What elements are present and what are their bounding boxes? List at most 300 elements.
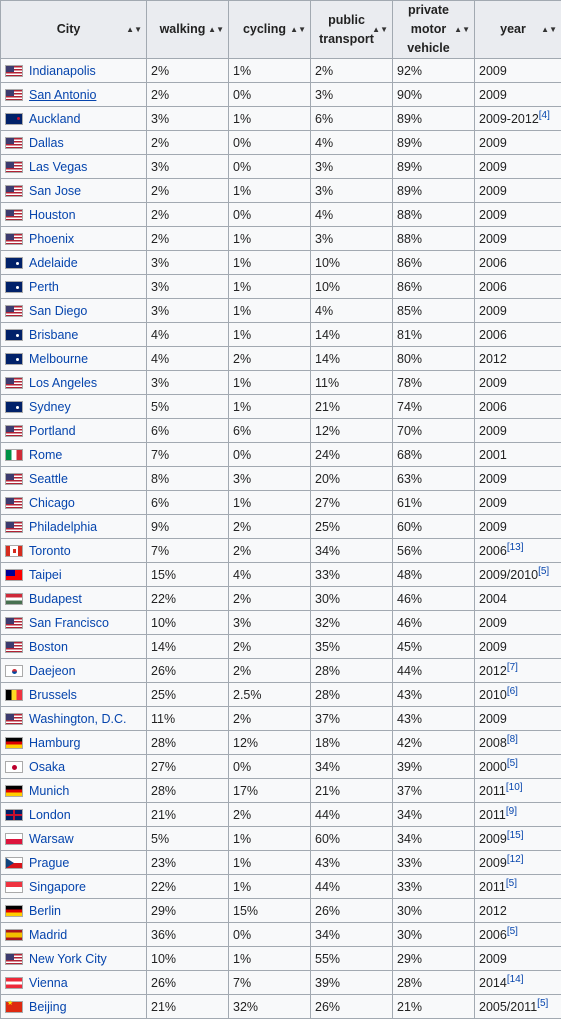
city-link[interactable]: Las Vegas — [29, 159, 88, 174]
walking-cell: 3% — [147, 299, 229, 323]
table-row — [1, 851, 561, 875]
year-cell — [475, 659, 561, 683]
pl-flag-icon — [5, 833, 23, 845]
sort-icon[interactable]: ▲▼ — [541, 24, 557, 34]
city-link[interactable]: Phoenix — [29, 231, 75, 246]
private-vehicle-cell: 92% — [393, 59, 475, 83]
walking-cell: 15% — [147, 563, 229, 587]
ca-flag-icon — [5, 545, 23, 557]
walking-cell: 25% — [147, 683, 229, 707]
us-flag-icon — [5, 641, 23, 653]
city-link[interactable]: Adelaide — [29, 255, 78, 270]
year-cell — [475, 851, 561, 875]
citation-link[interactable]: [9] — [505, 805, 518, 817]
public-transport-cell: 37% — [311, 707, 393, 731]
cycling-cell: 3% — [229, 467, 311, 491]
cycling-cell: 2% — [229, 347, 311, 371]
col-header-year[interactable] — [475, 1, 561, 59]
cycling-cell: 2% — [229, 539, 311, 563]
year-value: 2009 — [479, 495, 507, 510]
city-link[interactable]: Osaka — [29, 759, 66, 774]
cycling-cell: 1% — [229, 179, 311, 203]
year-cell — [475, 635, 561, 659]
public-transport-cell: 30% — [311, 587, 393, 611]
table-row — [1, 683, 561, 707]
public-transport-cell: 60% — [311, 827, 393, 851]
city-cell — [1, 731, 147, 755]
city-cell — [1, 851, 147, 875]
table-row — [1, 587, 561, 611]
year-value: 2009 — [479, 87, 507, 102]
private-vehicle-cell: 56% — [393, 539, 475, 563]
cycling-cell: 32% — [229, 995, 311, 1019]
year-cell — [475, 59, 561, 83]
cycling-cell: 1% — [229, 827, 311, 851]
public-transport-cell: 2% — [311, 59, 393, 83]
year-value: 2009-2012 — [479, 111, 539, 126]
table-row — [1, 371, 561, 395]
city-cell — [1, 491, 147, 515]
cycling-cell: 3% — [229, 611, 311, 635]
city-link[interactable]: London — [29, 807, 71, 822]
cycling-cell: 0% — [229, 443, 311, 467]
year-value: 2011 — [479, 807, 506, 822]
private-vehicle-cell: 63% — [393, 467, 475, 491]
year-value: 2009 — [479, 855, 507, 870]
sort-icon[interactable]: ▲▼ — [126, 24, 142, 34]
us-flag-icon — [5, 65, 23, 77]
private-vehicle-cell: 45% — [393, 635, 475, 659]
city-link[interactable]: Berlin — [29, 903, 61, 918]
table-row — [1, 203, 561, 227]
year-cell — [475, 563, 561, 587]
walking-cell: 10% — [147, 947, 229, 971]
city-link[interactable]: Brussels — [29, 687, 77, 702]
city-link[interactable]: New York City — [29, 951, 107, 966]
table-row — [1, 395, 561, 419]
sort-icon[interactable]: ▲▼ — [290, 24, 306, 34]
kr-flag-icon — [5, 665, 23, 677]
year-cell — [475, 587, 561, 611]
year-value: 2009 — [479, 615, 507, 630]
citation-link[interactable]: [6] — [506, 685, 518, 697]
city-link[interactable]: San Antonio — [29, 87, 97, 102]
year-cell — [475, 947, 561, 971]
city-link[interactable]: Indianapolis — [29, 63, 96, 78]
table-row — [1, 875, 561, 899]
col-header-city[interactable] — [1, 1, 147, 59]
year-cell — [475, 227, 561, 251]
walking-cell: 28% — [147, 779, 229, 803]
table-row — [1, 659, 561, 683]
city-cell — [1, 107, 147, 131]
walking-cell: 2% — [147, 227, 229, 251]
city-link[interactable]: Toronto — [29, 543, 71, 558]
citation-link[interactable]: [5] — [506, 925, 518, 937]
walking-cell: 3% — [147, 251, 229, 275]
public-transport-cell: 14% — [311, 347, 393, 371]
city-link[interactable]: Beijing — [29, 999, 67, 1014]
walking-cell: 23% — [147, 851, 229, 875]
year-cell — [475, 707, 561, 731]
year-value: 2009 — [479, 471, 507, 486]
col-header-walking[interactable] — [147, 1, 229, 59]
public-transport-cell: 55% — [311, 947, 393, 971]
year-cell — [475, 803, 561, 827]
cycling-cell: 17% — [229, 779, 311, 803]
sg-flag-icon — [5, 881, 23, 893]
city-cell — [1, 371, 147, 395]
cycling-cell: 1% — [229, 371, 311, 395]
walking-cell: 5% — [147, 395, 229, 419]
de-flag-icon — [5, 905, 23, 917]
city-link[interactable]: Taipei — [29, 567, 62, 582]
private-vehicle-cell: 86% — [393, 275, 475, 299]
private-vehicle-cell: 61% — [393, 491, 475, 515]
city-cell — [1, 755, 147, 779]
walking-cell: 11% — [147, 707, 229, 731]
au-flag-icon — [5, 281, 23, 293]
cycling-cell: 2% — [229, 659, 311, 683]
us-flag-icon — [5, 497, 23, 509]
at-flag-icon — [5, 977, 23, 989]
sort-icon[interactable]: ▲▼ — [372, 24, 388, 34]
cycling-cell: 2.5% — [229, 683, 311, 707]
au-flag-icon — [5, 353, 23, 365]
table-row — [1, 635, 561, 659]
city-cell — [1, 419, 147, 443]
year-cell — [475, 203, 561, 227]
city-link[interactable]: Melbourne — [29, 351, 89, 366]
private-vehicle-cell: 34% — [393, 827, 475, 851]
walking-cell: 21% — [147, 803, 229, 827]
city-cell — [1, 827, 147, 851]
header-row — [1, 1, 561, 59]
cycling-cell: 2% — [229, 587, 311, 611]
cycling-cell: 7% — [229, 971, 311, 995]
year-cell — [475, 443, 561, 467]
citation-link[interactable]: [4] — [538, 109, 550, 121]
citation-link[interactable]: [12] — [506, 853, 524, 865]
walking-cell: 22% — [147, 875, 229, 899]
private-vehicle-cell: 48% — [393, 563, 475, 587]
cycling-cell: 1% — [229, 851, 311, 875]
walking-cell: 4% — [147, 347, 229, 371]
us-flag-icon — [5, 473, 23, 485]
year-value: 2009 — [479, 639, 507, 654]
city-link[interactable]: Sydney — [29, 399, 71, 414]
us-flag-icon — [5, 305, 23, 317]
city-link[interactable]: San Diego — [29, 303, 88, 318]
public-transport-cell: 34% — [311, 923, 393, 947]
city-link[interactable]: Auckland — [29, 111, 81, 126]
citation-link[interactable]: [5] — [505, 877, 518, 889]
table-row — [1, 947, 561, 971]
de-flag-icon — [5, 785, 23, 797]
walking-cell: 4% — [147, 323, 229, 347]
col-header-label: City — [56, 22, 81, 36]
year-value: 2009 — [479, 711, 507, 726]
city-link[interactable]: Rome — [29, 447, 63, 462]
year-value: 2009 — [479, 951, 507, 966]
gb-flag-icon — [5, 809, 23, 821]
year-cell — [475, 755, 561, 779]
citation-link[interactable]: [14] — [506, 973, 524, 985]
cycling-cell: 0% — [229, 83, 311, 107]
city-link[interactable]: Los Angeles — [29, 375, 98, 390]
col-header-label: private motor vehicle — [407, 3, 450, 55]
private-vehicle-cell: 89% — [393, 131, 475, 155]
col-header-label: public transport — [319, 12, 374, 46]
cycling-cell: 12% — [229, 731, 311, 755]
walking-cell: 6% — [147, 419, 229, 443]
year-value: 2012 — [479, 351, 507, 366]
year-cell — [475, 371, 561, 395]
city-cell — [1, 179, 147, 203]
us-flag-icon — [5, 377, 23, 389]
year-cell — [475, 827, 561, 851]
citation-link[interactable]: [10] — [505, 781, 523, 793]
private-vehicle-cell: 81% — [393, 323, 475, 347]
city-link[interactable]: Chicago — [29, 495, 75, 510]
table-row — [1, 179, 561, 203]
walking-cell: 3% — [147, 155, 229, 179]
private-vehicle-cell: 44% — [393, 659, 475, 683]
private-vehicle-cell: 33% — [393, 875, 475, 899]
private-vehicle-cell: 46% — [393, 587, 475, 611]
private-vehicle-cell: 89% — [393, 179, 475, 203]
public-transport-cell: 10% — [311, 251, 393, 275]
col-header-label: walking — [159, 22, 206, 36]
table-row — [1, 611, 561, 635]
city-cell — [1, 947, 147, 971]
walking-cell: 14% — [147, 635, 229, 659]
private-vehicle-cell: 80% — [393, 347, 475, 371]
year-value: 2009 — [479, 519, 507, 534]
table-row — [1, 971, 561, 995]
year-value: 2000 — [479, 759, 507, 774]
city-link[interactable]: Brisbane — [29, 327, 79, 342]
walking-cell: 22% — [147, 587, 229, 611]
private-vehicle-cell: 85% — [393, 299, 475, 323]
year-cell — [475, 467, 561, 491]
public-transport-cell: 34% — [311, 755, 393, 779]
cycling-cell: 1% — [229, 227, 311, 251]
citation-link[interactable]: [5] — [538, 565, 550, 577]
city-link[interactable]: Budapest — [29, 591, 82, 606]
col-header-label: year — [500, 22, 526, 36]
table-row — [1, 299, 561, 323]
au-flag-icon — [5, 257, 23, 269]
cycling-cell: 1% — [229, 59, 311, 83]
year-cell — [475, 419, 561, 443]
table-row — [1, 131, 561, 155]
year-cell — [475, 395, 561, 419]
cycling-cell: 0% — [229, 755, 311, 779]
table-row — [1, 707, 561, 731]
table-row — [1, 347, 561, 371]
walking-cell: 27% — [147, 755, 229, 779]
public-transport-cell: 34% — [311, 539, 393, 563]
public-transport-cell: 44% — [311, 875, 393, 899]
year-cell — [475, 923, 561, 947]
city-link[interactable]: Perth — [29, 279, 59, 294]
walking-cell: 6% — [147, 491, 229, 515]
citation-link[interactable]: [15] — [506, 829, 524, 841]
city-link[interactable]: Prague — [29, 855, 70, 870]
walking-cell: 5% — [147, 827, 229, 851]
de-flag-icon — [5, 737, 23, 749]
table-row — [1, 731, 561, 755]
city-link[interactable]: Hamburg — [29, 735, 81, 750]
city-cell — [1, 155, 147, 179]
walking-cell: 3% — [147, 371, 229, 395]
private-vehicle-cell: 30% — [393, 899, 475, 923]
table-row — [1, 755, 561, 779]
private-vehicle-cell: 33% — [393, 851, 475, 875]
jp-flag-icon — [5, 761, 23, 773]
table-row — [1, 779, 561, 803]
year-value: 2009 — [479, 159, 507, 174]
cycling-cell: 2% — [229, 803, 311, 827]
it-flag-icon — [5, 449, 23, 461]
col-header-public-transport[interactable] — [311, 1, 393, 59]
year-value: 2009 — [479, 207, 507, 222]
walking-cell: 3% — [147, 107, 229, 131]
year-value: 2012 — [479, 903, 507, 918]
sort-icon[interactable]: ▲▼ — [454, 24, 470, 34]
city-cell — [1, 203, 147, 227]
city-cell — [1, 443, 147, 467]
cycling-cell: 6% — [229, 419, 311, 443]
citation-link[interactable]: [5] — [506, 757, 518, 769]
citation-link[interactable]: [7] — [506, 661, 518, 673]
year-cell — [475, 83, 561, 107]
table-row — [1, 83, 561, 107]
walking-cell: 7% — [147, 539, 229, 563]
cycling-cell: 1% — [229, 947, 311, 971]
year-cell — [475, 251, 561, 275]
public-transport-cell: 12% — [311, 419, 393, 443]
citation-link[interactable]: [5] — [537, 997, 549, 1009]
city-link[interactable]: Portland — [29, 423, 76, 438]
city-link[interactable]: San Jose — [29, 183, 82, 198]
city-link[interactable]: Seattle — [29, 471, 68, 486]
city-link[interactable]: San Francisco — [29, 615, 109, 630]
city-link[interactable]: Dallas — [29, 135, 64, 150]
year-value: 2006 — [479, 543, 507, 558]
city-link[interactable]: Munich — [29, 783, 70, 798]
city-link[interactable]: Daejeon — [29, 663, 76, 678]
public-transport-cell: 4% — [311, 203, 393, 227]
public-transport-cell: 26% — [311, 995, 393, 1019]
walking-cell: 3% — [147, 275, 229, 299]
table-row — [1, 107, 561, 131]
city-link[interactable]: Houston — [29, 207, 76, 222]
city-link[interactable]: Washington, D.C. — [29, 711, 127, 726]
walking-cell: 21% — [147, 995, 229, 1019]
walking-cell: 10% — [147, 611, 229, 635]
sort-icon[interactable]: ▲▼ — [208, 24, 224, 34]
city-link[interactable]: Philadelphia — [29, 519, 98, 534]
walking-cell: 26% — [147, 659, 229, 683]
private-vehicle-cell: 28% — [393, 971, 475, 995]
private-vehicle-cell: 60% — [393, 515, 475, 539]
col-header-cycling[interactable] — [229, 1, 311, 59]
walking-cell: 28% — [147, 731, 229, 755]
city-cell — [1, 779, 147, 803]
year-value: 2009 — [479, 231, 507, 246]
city-cell — [1, 923, 147, 947]
walking-cell: 36% — [147, 923, 229, 947]
year-cell — [475, 491, 561, 515]
year-value: 2011 — [479, 783, 506, 798]
private-vehicle-cell: 78% — [393, 371, 475, 395]
city-link[interactable]: Singapore — [29, 879, 86, 894]
table-row — [1, 803, 561, 827]
city-link[interactable]: Madrid — [29, 927, 68, 942]
private-vehicle-cell: 34% — [393, 803, 475, 827]
year-value: 2010 — [479, 687, 507, 702]
es-flag-icon — [5, 929, 23, 941]
city-link[interactable]: Vienna — [29, 975, 68, 990]
public-transport-cell: 4% — [311, 131, 393, 155]
cycling-cell: 2% — [229, 707, 311, 731]
year-value: 2009 — [479, 135, 507, 150]
cycling-cell: 1% — [229, 251, 311, 275]
city-cell — [1, 59, 147, 83]
public-transport-cell: 21% — [311, 779, 393, 803]
cycling-cell: 0% — [229, 923, 311, 947]
cycling-cell: 2% — [229, 515, 311, 539]
city-cell — [1, 467, 147, 491]
city-cell — [1, 587, 147, 611]
year-value: 2009 — [479, 831, 507, 846]
col-header-private-motor-vehicle[interactable] — [393, 1, 475, 59]
private-vehicle-cell: 90% — [393, 83, 475, 107]
walking-cell: 2% — [147, 83, 229, 107]
private-vehicle-cell: 43% — [393, 707, 475, 731]
cycling-cell: 2% — [229, 635, 311, 659]
city-cell — [1, 659, 147, 683]
public-transport-cell: 43% — [311, 851, 393, 875]
citation-link[interactable]: [13] — [506, 541, 524, 553]
us-flag-icon — [5, 185, 23, 197]
year-value: 2006 — [479, 927, 507, 942]
city-cell — [1, 515, 147, 539]
cn-flag-icon — [5, 1001, 23, 1013]
public-transport-cell: 32% — [311, 611, 393, 635]
walking-cell: 8% — [147, 467, 229, 491]
city-link[interactable]: Warsaw — [29, 831, 74, 846]
citation-link[interactable]: [8] — [506, 733, 518, 745]
private-vehicle-cell: 74% — [393, 395, 475, 419]
cycling-cell: 4% — [229, 563, 311, 587]
city-link[interactable]: Boston — [29, 639, 68, 654]
cycling-cell: 0% — [229, 131, 311, 155]
us-flag-icon — [5, 161, 23, 173]
table-row — [1, 563, 561, 587]
year-value: 2006 — [479, 327, 507, 342]
public-transport-cell: 21% — [311, 395, 393, 419]
year-value: 2006 — [479, 279, 507, 294]
city-cell — [1, 683, 147, 707]
private-vehicle-cell: 42% — [393, 731, 475, 755]
hu-flag-icon — [5, 593, 23, 605]
year-value: 2012 — [479, 663, 507, 678]
public-transport-cell: 35% — [311, 635, 393, 659]
private-vehicle-cell: 68% — [393, 443, 475, 467]
